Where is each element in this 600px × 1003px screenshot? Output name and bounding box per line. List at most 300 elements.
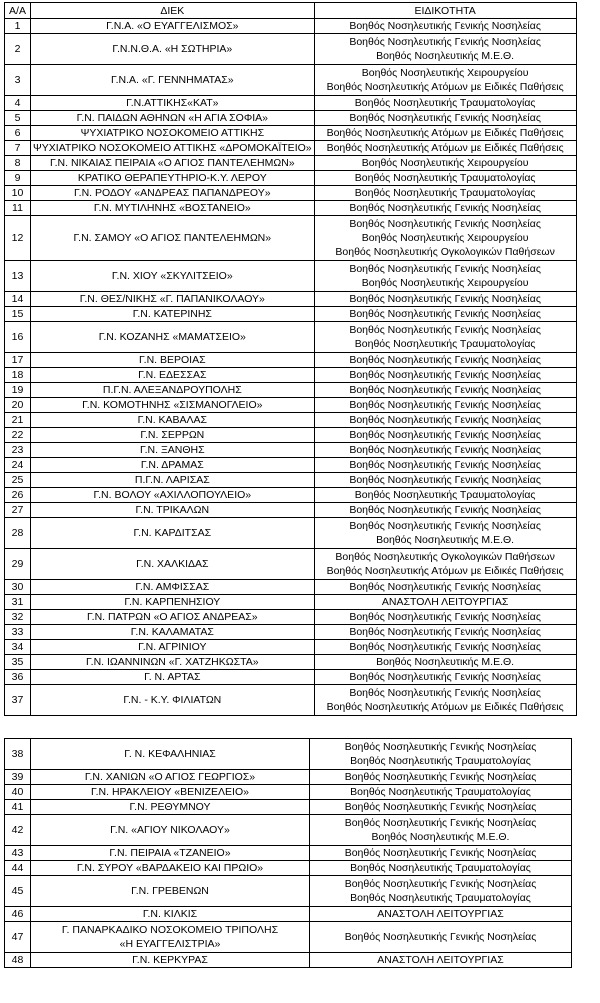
table-row (5, 800, 572, 815)
diek-line: Γ.Ν. ΡΕΘΥΜΝΟΥ (129, 801, 211, 813)
row-number: 25 (5, 473, 31, 488)
table-row (5, 171, 577, 186)
table-row (5, 670, 577, 685)
row-number: 40 (5, 785, 31, 800)
table-row (5, 443, 577, 458)
specialty-cell (314, 655, 576, 670)
specialty-line: Βοηθός Νοσηλευτικής Γενικής Νοσηλείας (344, 931, 537, 943)
diek-cell (31, 640, 315, 655)
diek-cell (31, 800, 310, 815)
diek-line: Γ. ΠΑΝΑΡΚΑΔΙΚΟ ΝΟΣΟΚΟΜΕΙΟ ΤΡΙΠΟΛΗΣ (61, 924, 279, 936)
table-row (5, 953, 572, 968)
diek-cell (31, 861, 310, 876)
table-row (5, 473, 577, 488)
specialty-cell (310, 770, 572, 785)
specialty-line: Βοηθός Νοσηλευτικής Γενικής Νοσηλείας (349, 369, 541, 381)
table-row (5, 595, 577, 610)
specialty-line: Βοηθός Νοσηλευτικής Τραυματολογίας (350, 892, 531, 904)
specialty-cell (310, 907, 572, 922)
diek-line: Π.Γ.Ν. ΛΑΡΙΣΑΣ (134, 474, 210, 486)
diek-line: Γ.Ν.ΑΤΤΙΚΗΣ«ΚΑΤ» (126, 97, 219, 109)
diek-cell (31, 488, 315, 503)
diek-cell (31, 610, 315, 625)
row-number: 15 (5, 307, 31, 322)
diek-cell (31, 473, 315, 488)
diek-line: Γ.Ν.Α. «Ο ΕΥΑΓΓΕΛΙΣΜΟΣ» (106, 20, 239, 32)
row-number: 32 (5, 610, 31, 625)
table-row (5, 655, 577, 670)
table-row (5, 261, 577, 292)
table-row (5, 685, 577, 716)
specialty-line: Βοηθός Νοσηλευτικής Γενικής Νοσηλείας (344, 847, 537, 859)
hospital-table-part-2 (4, 738, 572, 968)
diek-line: Γ.Ν. ΚΙΛΚΙΣ (142, 908, 198, 920)
specialty-line: Βοηθός Νοσηλευτικής Γενικής Νοσηλείας (349, 414, 541, 426)
diek-cell (31, 111, 315, 126)
diek-line: Γ.Ν. ΣΕΡΡΩΝ (140, 429, 205, 441)
diek-line: Γ.Ν. ΜΥΤΙΛΗΝΗΣ «ΒΟΣΤΑΝΕΙΟ» (93, 202, 251, 214)
diek-line: Γ.Ν. ΞΑΝΘΗΣ (140, 444, 205, 456)
diek-cell (31, 739, 310, 770)
header-diek: ΔΙΕΚ (31, 3, 315, 19)
row-number: 43 (5, 846, 31, 861)
diek-line: Γ.Ν. ΗΡΑΚΛΕΙΟΥ «ΒΕΝΙΖΕΛΕΙΟ» (91, 786, 249, 798)
specialty-line: Βοηθός Νοσηλευτικής Χειρουργείου (361, 277, 529, 289)
row-number: 39 (5, 770, 31, 785)
table-row (5, 126, 577, 141)
specialty-line: Βοηθός Νοσηλευτικής Ατόμων με Ειδικές Παθήσεις (326, 142, 564, 154)
diek-line: Γ.Ν. ΝΙΚΑΙΑΣ ΠΕΙΡΑΙΑ «Ο ΑΓΙΟΣ ΠΑΝΤΕΛΕΗΜΩΝ» (50, 157, 295, 169)
diek-line: Γ.Ν. ΡΟΔΟΥ «ΑΝΔΡΕΑΣ ΠΑΠΑΝΔΡΕΟΥ» (74, 187, 271, 199)
row-number: 23 (5, 443, 31, 458)
row-number: 45 (5, 876, 31, 907)
diek-line: Γ.Ν. ΕΔΕΣΣΑΣ (138, 369, 207, 381)
diek-cell (31, 785, 310, 800)
diek-line: Γ.Ν. ΒΟΛΟΥ «ΑΧΙΛΛΟΠΟΥΛΕΙΟ» (93, 489, 252, 501)
row-number: 44 (5, 861, 31, 876)
row-number: 8 (5, 156, 31, 171)
specialty-cell (314, 19, 576, 34)
diek-cell (31, 261, 315, 292)
row-number: 30 (5, 580, 31, 595)
row-number: 26 (5, 488, 31, 503)
specialty-line: Βοηθός Νοσηλευτικής Τραυματολογίας (354, 338, 536, 350)
row-number: 2 (5, 34, 31, 65)
diek-cell (31, 428, 315, 443)
specialty-line: ΑΝΑΣΤΟΛΗ ΛΕΙΤΟΥΡΓΙΑΣ (377, 954, 504, 966)
diek-line: Γ.Ν. ΠΑΤΡΩΝ «Ο ΑΓΙΟΣ ΑΝΔΡΕΑΣ» (87, 611, 258, 623)
diek-line: Γ.Ν. ΘΕΣ/ΝΙΚΗΣ «Γ. ΠΑΠΑΝΙΚΟΛΑΟΥ» (79, 293, 265, 305)
row-number: 14 (5, 292, 31, 307)
specialty-line: Βοηθός Νοσηλευτικής Γενικής Νοσηλείας (349, 399, 541, 411)
diek-cell (31, 126, 315, 141)
specialty-cell (314, 503, 576, 518)
diek-cell (31, 186, 315, 201)
specialty-cell (310, 876, 572, 907)
specialty-line: Βοηθός Νοσηλευτικής Ατόμων με Ειδικές Παθήσεις (326, 127, 564, 139)
table-row (5, 815, 572, 846)
diek-cell (31, 141, 315, 156)
diek-cell (31, 19, 315, 34)
table-row (5, 770, 572, 785)
specialty-cell (314, 473, 576, 488)
diek-line: ΚΡΑΤΙΚΟ ΘΕΡΑΠΕΥΤΗΡΙΟ-Κ.Υ. ΛΕΡΟΥ (77, 172, 267, 184)
specialty-cell (314, 126, 576, 141)
specialty-cell (314, 65, 576, 96)
table-row (5, 907, 572, 922)
diek-cell (31, 413, 315, 428)
table-row (5, 876, 572, 907)
specialty-line: Βοηθός Νοσηλευτικής Χειρουργείου (361, 157, 529, 169)
row-number: 35 (5, 655, 31, 670)
row-number: 27 (5, 503, 31, 518)
table-row (5, 861, 572, 876)
specialty-line: Βοηθός Νοσηλευτικής Γενικής Νοσηλείας (349, 611, 541, 623)
diek-cell (31, 815, 310, 846)
specialty-cell (314, 488, 576, 503)
diek-line: Γ.Ν. ΠΕΙΡΑΙΑ «ΤΖΑΝΕΙΟ» (109, 847, 231, 859)
table-row (5, 739, 572, 770)
specialty-line: Βοηθός Νοσηλευτικής Γενικής Νοσηλείας (349, 459, 541, 471)
table-row (5, 785, 572, 800)
diek-line: ΨΥΧΙΑΤΡΙΚΟ ΝΟΣΟΚΟΜΕΙΟ ΑΤΤΙΚΗΣ (80, 127, 265, 139)
diek-cell (31, 846, 310, 861)
specialty-line: Βοηθός Νοσηλευτικής Τραυματολογίας (354, 187, 536, 199)
specialty-cell (314, 156, 576, 171)
specialty-line: Βοηθός Νοσηλευτικής Γενικής Νοσηλείας (344, 878, 537, 890)
diek-cell (31, 580, 315, 595)
row-number: 19 (5, 383, 31, 398)
diek-cell (31, 907, 310, 922)
specialty-cell (314, 186, 576, 201)
row-number: 20 (5, 398, 31, 413)
specialty-cell (314, 398, 576, 413)
specialty-line: Βοηθός Νοσηλευτικής Γενικής Νοσηλείας (349, 218, 541, 230)
diek-cell (31, 156, 315, 171)
specialty-line: Βοηθός Νοσηλευτικής Γενικής Νοσηλείας (349, 520, 541, 532)
specialty-line: Βοηθός Νοσηλευτικής Γενικής Νοσηλείας (349, 308, 541, 320)
specialty-line: Βοηθός Νοσηλευτικής Γενικής Νοσηλείας (344, 771, 537, 783)
specialty-cell (314, 261, 576, 292)
diek-line: Π.Γ.Ν. ΑΛΕΞΑΝΔΡΟΥΠΟΛΗΣ (102, 384, 242, 396)
table-row (5, 34, 577, 65)
diek-line: Γ.Ν. ΙΩΑΝΝΙΝΩΝ «Γ. ΧΑΤΖΗΚΩΣΤΑ» (86, 656, 259, 668)
row-number: 22 (5, 428, 31, 443)
table-row (5, 65, 577, 96)
row-number: 36 (5, 670, 31, 685)
diek-line: Γ.Ν. ΚΑΛΑΜΑΤΑΣ (130, 626, 214, 638)
diek-line: Γ.Ν.Ν.Θ.Α. «Η ΣΩΤΗΡΙΑ» (112, 43, 233, 55)
specialty-line: Βοηθός Νοσηλευτικής Γενικής Νοσηλείας (349, 354, 541, 366)
specialty-cell (314, 580, 576, 595)
specialty-line: Βοηθός Νοσηλευτικής Τραυματολογίας (350, 786, 531, 798)
diek-line: Γ.Ν. ΒΕΡΟΙΑΣ (139, 354, 206, 366)
row-number: 11 (5, 201, 31, 216)
table-row (5, 518, 577, 549)
diek-cell (31, 549, 315, 580)
row-number: 13 (5, 261, 31, 292)
specialty-line: Βοηθός Νοσηλευτικής Ογκολογικών Παθήσεων (335, 246, 555, 258)
specialty-line: Βοηθός Νοσηλευτικής Τραυματολογίας (350, 862, 531, 874)
table-row (5, 398, 577, 413)
table-row (5, 610, 577, 625)
specialty-line: Βοηθός Νοσηλευτικής Γενικής Νοσηλείας (349, 112, 541, 124)
specialty-cell (310, 785, 572, 800)
header-specialty: ΕΙΔΙΚΟΤΗΤΑ (314, 3, 576, 19)
diek-cell (31, 368, 315, 383)
diek-cell (31, 503, 315, 518)
specialty-line: Βοηθός Νοσηλευτικής Μ.Ε.Θ. (371, 831, 510, 843)
specialty-cell (314, 368, 576, 383)
diek-line: Γ.Ν. ΑΜΦΙΣΣΑΣ (135, 581, 210, 593)
diek-cell (31, 398, 315, 413)
diek-line: Γ. Ν. ΚΕΦΑΛΗΝΙΑΣ (124, 748, 216, 760)
diek-cell (31, 216, 315, 261)
diek-cell (31, 458, 315, 473)
table-row (5, 353, 577, 368)
diek-cell (31, 655, 315, 670)
row-number: 47 (5, 922, 31, 953)
specialty-line: Βοηθός Νοσηλευτικής Ατόμων με Ειδικές Παθήσεις (326, 701, 564, 713)
table-row (5, 96, 577, 111)
specialty-line: ΑΝΑΣΤΟΛΗ ΛΕΙΤΟΥΡΓΙΑΣ (377, 908, 504, 920)
specialty-cell (314, 443, 576, 458)
specialty-line: Βοηθός Νοσηλευτικής Μ.Ε.Θ. (376, 534, 515, 546)
specialty-line: Βοηθός Νοσηλευτικής Γενικής Νοσηλείας (349, 474, 541, 486)
hospital-table-part-1 (4, 2, 577, 716)
specialty-line: Βοηθός Νοσηλευτικής Γενικής Νοσηλείας (349, 36, 541, 48)
diek-line: Γ.Ν. ΚΟΜΟΤΗΝΗΣ «ΣΙΣΜΑΝΟΓΛΕΙΟ» (82, 399, 263, 411)
header-num: Α/Α (5, 3, 31, 19)
specialty-line: Βοηθός Νοσηλευτικής Ατόμων με Ειδικές Παθήσεις (326, 81, 564, 93)
specialty-cell (314, 549, 576, 580)
specialty-cell (310, 953, 572, 968)
specialty-line: Βοηθός Νοσηλευτικής Γενικής Νοσηλείας (349, 687, 541, 699)
diek-cell (31, 383, 315, 398)
row-number: 37 (5, 685, 31, 716)
specialty-cell (314, 610, 576, 625)
specialty-line: Βοηθός Νοσηλευτικής Χειρουργείου (361, 232, 529, 244)
specialty-line: ΑΝΑΣΤΟΛΗ ΛΕΙΤΟΥΡΓΙΑΣ (381, 596, 509, 608)
row-number: 5 (5, 111, 31, 126)
diek-line: Γ.Ν. ΚΟΖΑΝΗΣ «ΜΑΜΑΤΣΕΙΟ» (98, 331, 246, 343)
diek-cell (31, 34, 315, 65)
table-row (5, 292, 577, 307)
table-row (5, 625, 577, 640)
table-row (5, 156, 577, 171)
row-number: 33 (5, 625, 31, 640)
specialty-cell (310, 922, 572, 953)
table-row (5, 307, 577, 322)
row-number: 34 (5, 640, 31, 655)
table-row (5, 580, 577, 595)
diek-line: Γ.Ν. ΣΥΡΟΥ «ΒΑΡΔΑΚΕΙΟ ΚΑΙ ΠΡΩΙΟ» (76, 862, 264, 874)
specialty-cell (314, 383, 576, 398)
specialty-cell (310, 815, 572, 846)
specialty-line: Βοηθός Νοσηλευτικής Ατόμων με Ειδικές Παθήσεις (326, 565, 564, 577)
table-row (5, 428, 577, 443)
specialty-cell (314, 322, 576, 353)
specialty-line: Βοηθός Νοσηλευτικής Γενικής Νοσηλείας (349, 429, 541, 441)
row-number: 42 (5, 815, 31, 846)
specialty-cell (314, 307, 576, 322)
specialty-cell (314, 518, 576, 549)
row-number: 9 (5, 171, 31, 186)
specialty-cell (314, 171, 576, 186)
diek-cell (31, 96, 315, 111)
diek-line: Γ.Ν. ΚΑΒΑΛΑΣ (137, 414, 208, 426)
row-number: 41 (5, 800, 31, 815)
specialty-line: Βοηθός Νοσηλευτικής Γενικής Νοσηλείας (349, 641, 541, 653)
specialty-line: Βοηθός Νοσηλευτικής Γενικής Νοσηλείας (349, 202, 541, 214)
table-row (5, 141, 577, 156)
specialty-line: Βοηθός Νοσηλευτικής Γενικής Νοσηλείας (344, 817, 537, 829)
diek-cell (31, 625, 315, 640)
table-row (5, 846, 572, 861)
header-row (5, 3, 577, 19)
diek-cell (31, 670, 315, 685)
specialty-line: Βοηθός Νοσηλευτικής Γενικής Νοσηλείας (349, 581, 541, 593)
specialty-cell (314, 670, 576, 685)
diek-line: Γ. Ν. ΑΡΤΑΣ (144, 671, 201, 683)
diek-cell (31, 876, 310, 907)
diek-line: Γ.Ν. ΧΑΛΚΙΔΑΣ (136, 558, 209, 570)
diek-cell (31, 353, 315, 368)
specialty-cell (314, 625, 576, 640)
specialty-cell (314, 353, 576, 368)
specialty-cell (310, 846, 572, 861)
row-number: 1 (5, 19, 31, 34)
specialty-line: Βοηθός Νοσηλευτικής Ογκολογικών Παθήσεων (335, 551, 555, 563)
row-number: 12 (5, 216, 31, 261)
specialty-line: Βοηθός Νοσηλευτικής Γενικής Νοσηλείας (349, 671, 541, 683)
diek-cell (31, 953, 310, 968)
row-number: 38 (5, 739, 31, 770)
specialty-cell (314, 640, 576, 655)
table-row (5, 111, 577, 126)
diek-line: Γ.Ν. ΑΓΡΙΝΙΟΥ (138, 641, 207, 653)
specialty-line: Βοηθός Νοσηλευτικής Γενικής Νοσηλείας (344, 741, 537, 753)
row-number: 18 (5, 368, 31, 383)
row-number: 7 (5, 141, 31, 156)
row-number: 28 (5, 518, 31, 549)
table-row (5, 640, 577, 655)
table-row (5, 368, 577, 383)
diek-cell (31, 292, 315, 307)
specialty-cell (314, 685, 576, 716)
specialty-line: Βοηθός Νοσηλευτικής Γενικής Νοσηλείας (349, 293, 541, 305)
specialty-cell (314, 292, 576, 307)
specialty-cell (314, 595, 576, 610)
row-number: 31 (5, 595, 31, 610)
table-row (5, 413, 577, 428)
specialty-cell (310, 739, 572, 770)
specialty-line: Βοηθός Νοσηλευτικής Τραυματολογίας (354, 489, 536, 501)
diek-cell (31, 201, 315, 216)
row-number: 24 (5, 458, 31, 473)
row-number: 46 (5, 907, 31, 922)
table-row (5, 383, 577, 398)
row-number: 6 (5, 126, 31, 141)
diek-line: ΨΥΧΙΑΤΡΙΚΟ ΝΟΣΟΚΟΜΕΙΟ ΑΤΤΙΚΗΣ «ΔΡΟΜΟΚΑΪΤΕΙΟ» (33, 142, 312, 154)
row-number: 4 (5, 96, 31, 111)
diek-line: Γ.Ν. ΓΡΕΒΕΝΩΝ (131, 885, 209, 897)
specialty-line: Βοηθός Νοσηλευτικής Γενικής Νοσηλείας (349, 444, 541, 456)
diek-line: Γ.Ν. ΠΑΙΔΩΝ ΑΘΗΝΩΝ «Η ΑΓΙΑ ΣΟΦΙΑ» (76, 112, 268, 124)
diek-line: Γ.Ν. ΧΙΟΥ «ΣΚΥΛΙΤΣΕΙΟ» (111, 270, 233, 282)
specialty-cell (314, 34, 576, 65)
table-row (5, 19, 577, 34)
specialty-line: Βοηθός Νοσηλευτικής Τραυματολογίας (354, 97, 536, 109)
specialty-line: Βοηθός Νοσηλευτικής Χειρουργείου (361, 67, 529, 79)
diek-line: Γ.Ν. ΚΑΡΠΕΝΗΣΙΟΥ (124, 596, 221, 608)
specialty-cell (314, 458, 576, 473)
specialty-line: Βοηθός Νοσηλευτικής Γενικής Νοσηλείας (349, 504, 541, 516)
row-number: 21 (5, 413, 31, 428)
row-number: 3 (5, 65, 31, 96)
specialty-line: Βοηθός Νοσηλευτικής Γενικής Νοσηλείας (349, 324, 541, 336)
specialty-line: Βοηθός Νοσηλευτικής Γενικής Νοσηλείας (349, 20, 541, 32)
specialty-cell (314, 96, 576, 111)
specialty-line: Βοηθός Νοσηλευτικής Τραυματολογίας (354, 172, 536, 184)
specialty-cell (314, 413, 576, 428)
specialty-cell (314, 201, 576, 216)
diek-line: Γ.Ν. ΔΡΑΜΑΣ (140, 459, 204, 471)
table-row (5, 503, 577, 518)
diek-line: Γ.Ν. ΚΑΤΕΡΙΝΗΣ (132, 308, 212, 320)
specialty-cell (314, 428, 576, 443)
diek-line: Γ.Ν. ΧΑΝΙΩΝ «Ο ΑΓΙΟΣ ΓΕΩΡΓΙΟΣ» (84, 771, 256, 783)
table-row (5, 922, 572, 953)
diek-cell (31, 922, 310, 953)
diek-line: «Η ΕΥΑΓΓΕΛΙΣΤΡΙΑ» (119, 938, 221, 950)
row-number: 17 (5, 353, 31, 368)
specialty-cell (314, 216, 576, 261)
diek-cell (31, 307, 315, 322)
table-row (5, 186, 577, 201)
diek-line: Γ.Ν. ΚΕΡΚΥΡΑΣ (132, 954, 208, 966)
diek-line: Γ.Ν. «ΑΓΙΟΥ ΝΙΚΟΛΑΟΥ» (110, 824, 230, 836)
diek-line: Γ.Ν. ΚΑΡΔΙΤΣΑΣ (133, 527, 212, 539)
specialty-line: Βοηθός Νοσηλευτικής Τραυματολογίας (350, 755, 531, 767)
diek-cell (31, 443, 315, 458)
row-number: 48 (5, 953, 31, 968)
row-number: 29 (5, 549, 31, 580)
row-number: 16 (5, 322, 31, 353)
table-row (5, 201, 577, 216)
table-row (5, 458, 577, 473)
specialty-line: Βοηθός Νοσηλευτικής Γενικής Νοσηλείας (349, 626, 541, 638)
table-row (5, 488, 577, 503)
specialty-cell (310, 861, 572, 876)
specialty-line: Βοηθός Νοσηλευτικής Γενικής Νοσηλείας (344, 801, 537, 813)
table-row (5, 322, 577, 353)
diek-cell (31, 171, 315, 186)
diek-line: Γ.Ν. - Κ.Υ. ΦΙΛΙΑΤΩΝ (123, 694, 222, 706)
specialty-line: Βοηθός Νοσηλευτικής Μ.Ε.Θ. (376, 50, 515, 62)
diek-cell (31, 685, 315, 716)
diek-cell (31, 595, 315, 610)
diek-cell (31, 65, 315, 96)
diek-cell (31, 518, 315, 549)
diek-cell (31, 322, 315, 353)
diek-line: Γ.Ν. ΣΑΜΟΥ «Ο ΑΓΙΟΣ ΠΑΝΤΕΛΕΗΜΩΝ» (73, 232, 272, 244)
diek-line: Γ.Ν.Α. «Γ. ΓΕΝΝΗΜΑΤΑΣ» (110, 74, 234, 86)
specialty-cell (310, 800, 572, 815)
specialty-cell (314, 141, 576, 156)
table-row (5, 216, 577, 261)
diek-line: Γ.Ν. ΤΡΙΚΑΛΩΝ (135, 504, 210, 516)
